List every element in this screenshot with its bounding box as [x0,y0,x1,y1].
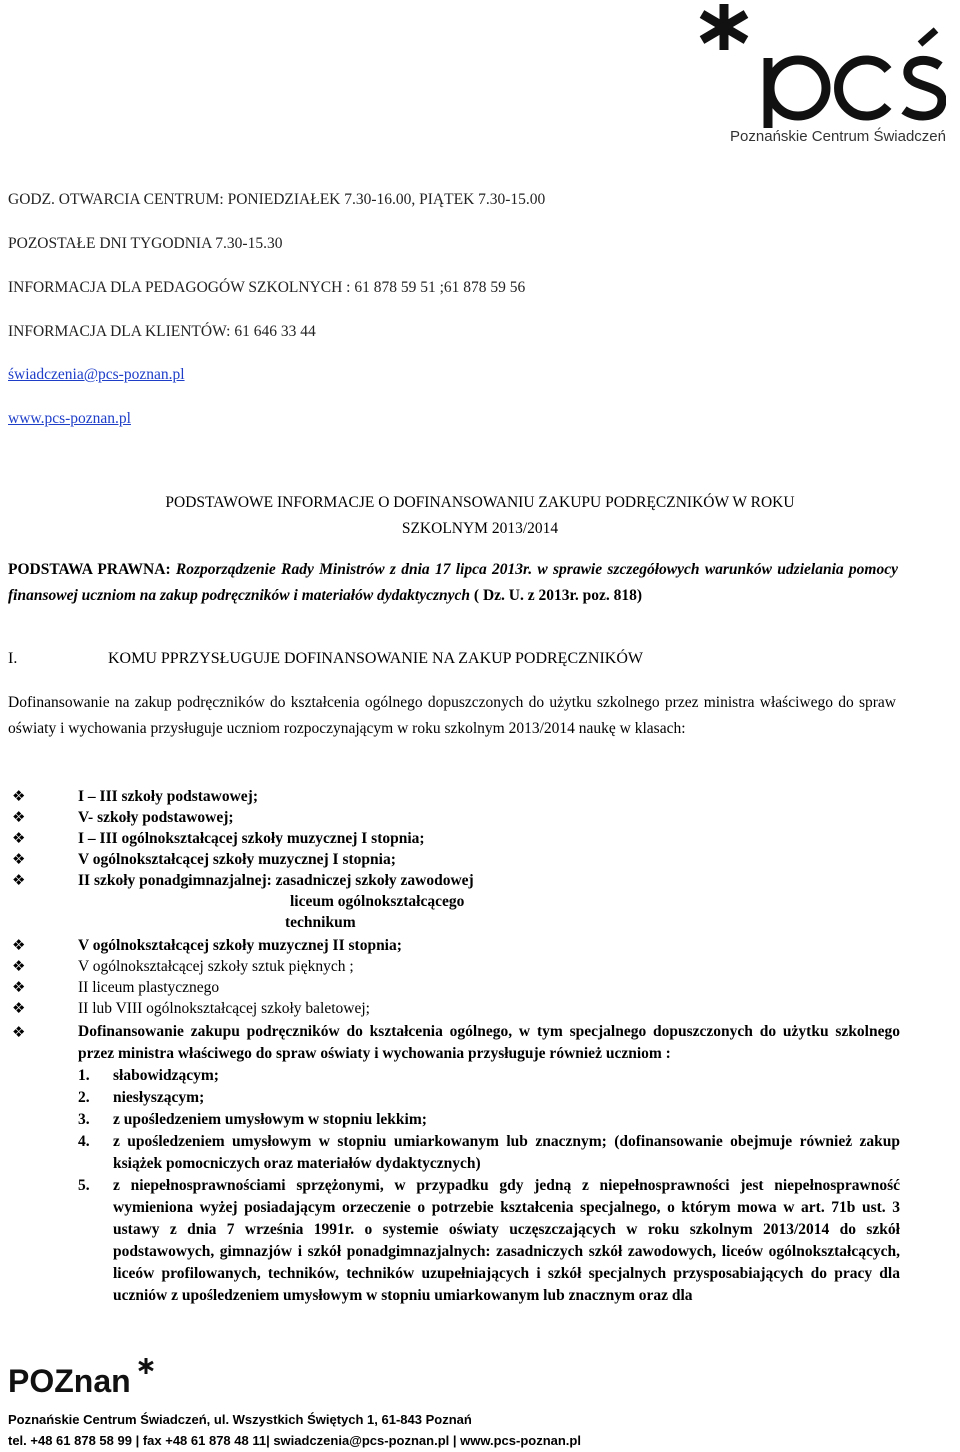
diamond-bullet-icon: ❖ [12,808,26,826]
diamond-bullet-icon: ❖ [12,787,26,805]
list-item: ❖ V- szkoły podstawowej; [12,808,234,826]
numbered-item: 3. z upośledzeniem umysłowym w stopniu lekkim; [78,1111,427,1128]
poznan-logo [8,1356,158,1400]
list-item: ❖ I – III ogólnokształcącej szkoły muzycznej I stopnia; [12,829,425,847]
list-item: ❖ II szkoły ponadgimnazjalnej: zasadniczej szkoły zawodowej [12,871,474,889]
section-title: KOMU PPRZYSŁUGUJE DOFINANSOWANIE NA ZAKUP PODRĘCZNIKÓW [108,650,643,667]
section-number: I. [8,650,18,667]
footer-contact: tel. +48 61 878 58 99 | fax +48 61 878 48 11| swiadczenia@pcs-poznan.pl | www.pcs-poznan.pl [8,1433,581,1448]
email-link[interactable]: świadczenia@pcs-poznan.pl [8,366,185,383]
eligibility-list [0,786,900,1307]
special-needs-list [78,1065,900,1307]
special-needs-text: Dofinansowanie zakupu podręczników do kształcenia ogólnego, w tym specjalnego dopuszczonych do użytku szkolnego przez ministra właściwego do spraw oświaty i wychowania przysługuje również uczniom : [78,1023,900,1062]
list-item: ❖ II liceum plastycznego [12,978,220,996]
pcs-logo-graphic [686,0,946,130]
diamond-bullet-icon: ❖ [12,957,26,975]
numbered-item: 1. słabowidzącym; [78,1067,219,1084]
opening-hours: GODZ. OTWARCIA CENTRUM: PONIEDZIAŁEK 7.30-16.00, PIĄTEK 7.30-15.00 [8,191,546,208]
pcs-logo [686,0,946,150]
diamond-bullet-icon: ❖ [12,999,26,1017]
diamond-bullet-icon: ❖ [12,871,26,889]
numbered-item: 5. z niepełnosprawnościami sprzężonymi, w przypadku gdy jedną z niepełnosprawności jest niepełnosprawność wymieniona wyżej posiadającym orzeczenie o potrzebie kształcenia specjalnego, o którym mowa w art. 71b ust. 3 ustawy z dnia 7 września 1991r. o systemie oświaty uczęszczających w roku szkolnym 2013/2014 do szkół podstawowych, gimnazjów i szkół ponadgimnazjalnych: zasadniczych szkół zawodowych, liceów ogólnokształcących, liceów profilowanych, techników, techników uzupełniających i szkół specjalnych przysposabiających do pracy dla uczniów z upośledzeniem umysłowym w stopniu umiarkowanym lub znacznym oraz dla [78,1177,900,1304]
diamond-bullet-icon: ❖ [12,850,26,868]
section-1-intro: Dofinansowanie na zakup podręczników do kształcenia ogólnego dopuszczonych do użytku szkolnego przez ministra właściwego do spraw oświaty i wychowania przysługuje uczniom rozpoczynającym w roku szkolnym 2013/2014 naukę w klasach: [8,694,896,737]
title-line-2: SZKOLNYM 2013/2014 [401,520,559,537]
other-days-hours: POZOSTAŁE DNI TYGODNIA 7.30-15.30 [8,235,283,252]
list-item: ❖ I – III szkoły podstawowej; [12,787,258,805]
logo-subtitle: Poznańskie Centrum Świadczeń [730,128,946,145]
clients-info: INFORMACJA DLA KLIENTÓW: 61 646 33 44 [8,323,316,340]
diamond-bullet-icon: ❖ [12,936,26,954]
svg-text:POZnan: POZnan [8,1363,131,1399]
sub-item: technikum [285,914,356,931]
list-item: ❖ V ogólnokształcącej szkoły muzycznej II stopnia; [12,936,402,954]
numbered-item: 4. z upośledzeniem umysłowym w stopniu umiarkowanym lub znacznym; (dofinansowanie obejmuje również zakup książek pomocniczych oraz materiałów dydaktycznych) [78,1133,900,1172]
diamond-bullet-icon: ❖ [12,829,26,847]
title-line-1: PODSTAWOWE INFORMACJE O DOFINANSOWANIU ZAKUPU PODRĘCZNIKÓW W ROKU [165,494,795,511]
teachers-info: INFORMACJA DLA PEDAGOGÓW SZKOLNYCH : 61 878 59 51 ;61 878 59 56 [8,279,526,296]
legal-basis [8,557,898,609]
list-item: ❖ V ogólnokształcącej szkoły muzycznej I stopnia; [12,850,396,868]
legal-basis-text: Rozporządzenie Rady Ministrów z dnia 17 lipca 2013r. w sprawie szczegółowych warunków udzielania pomocy finansowej uczniom na zakup podręczników i materiałów dydaktycznych [8,561,898,604]
section-1-heading [8,650,643,668]
numbered-item: 2. niesłyszącym; [78,1089,205,1106]
diamond-bullet-icon: ❖ [12,1023,26,1041]
legal-basis-label: PODSTAWA PRAWNA: [8,561,171,578]
footer-address: Poznańskie Centrum Świadczeń, ul. Wszystkich Świętych 1, 61-843 Poznań [8,1412,472,1427]
sub-item: liceum ogólnokształcącego [290,893,465,910]
website-link[interactable]: www.pcs-poznan.pl [8,410,131,427]
legal-basis-citation: ( Dz. U. z 2013r. poz. 818) [473,587,643,604]
diamond-bullet-icon: ❖ [12,978,26,996]
list-item: ❖ II lub VIII ogólnokształcącej szkoły baletowej; [12,999,370,1017]
special-needs-item [0,1021,900,1307]
document-title [0,490,960,542]
list-item: ❖ V ogólnokształcącej szkoły sztuk pięknych ; [12,957,354,975]
poznan-logo-graphic [8,1356,158,1400]
